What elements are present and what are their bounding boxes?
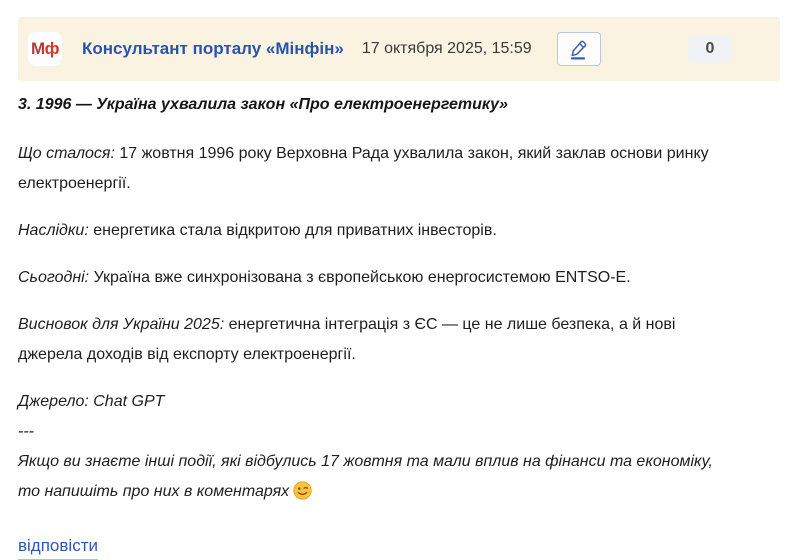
timestamp: 17 октября 2025, 15:59 (361, 40, 532, 57)
avatar-letter: ф (44, 39, 60, 58)
source-line: Джерело: Chat GPT (18, 393, 165, 410)
paragraph-consequences (18, 216, 723, 246)
divider-line: --- (18, 423, 34, 440)
paragraph-conclusion (18, 310, 723, 370)
paragraph-what-happened (18, 139, 723, 199)
paragraph-text: енергетика стала відкритою для приватних інвесторів. (93, 222, 497, 239)
footer-note: Якщо ви знаєте інші події, які відбулись 17 жовтня та мали вплив на фінанси та економіку, то напишіть про них в коментарях (18, 453, 713, 500)
score-badge: 0 (688, 35, 732, 63)
paragraph-lead: Висновок для України 2025: (18, 316, 225, 333)
post-title: 3. 1996 — Україна ухвалила закон «Про електроенергетику» (18, 96, 508, 113)
paragraph-lead: Наслідки: (18, 222, 89, 239)
author-link[interactable]: Консультант порталу «Мінфін» (82, 39, 344, 58)
reply-link[interactable]: відповісти (18, 536, 98, 560)
pencil-icon (567, 37, 591, 61)
avatar-letter: М (30, 39, 45, 58)
wink-emoji-icon (293, 481, 312, 511)
avatar[interactable] (28, 32, 62, 66)
paragraph-lead: Що сталося: (18, 145, 115, 162)
paragraph-lead: Сьогодні: (18, 269, 90, 286)
edit-button[interactable] (557, 32, 601, 66)
comment-block (18, 17, 780, 560)
paragraph-text: енергетична інтеграція з ЄС — це не лише безпека, а й нові джерела доходів від експорту електроенергії. (18, 316, 676, 363)
comment-body (18, 90, 723, 560)
source-and-footer (18, 387, 723, 511)
paragraph-text: Україна вже синхронізована з європейською енергосистемою ENTSO-E. (93, 269, 631, 286)
comment-header (18, 17, 780, 81)
paragraph-text: 17 жовтня 1996 року Верховна Рада ухвалила закон, який заклав основи ринку електроенергії. (18, 145, 709, 192)
paragraph-today (18, 263, 723, 293)
